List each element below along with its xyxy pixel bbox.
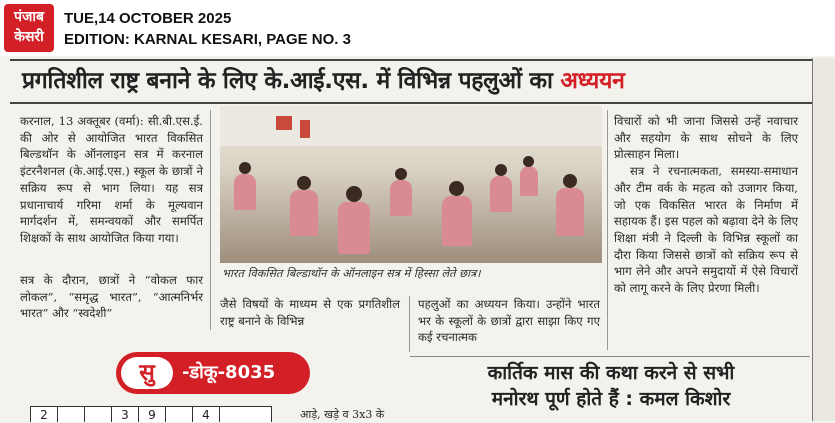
sudoku-title: -डोकू-8035: [182, 362, 276, 383]
photo-student-head: [239, 162, 251, 174]
article-column-1: करनाल, 13 अक्तूबर (वर्मा): सी.बी.एस.ई. की ओर से आयोजित भारत विकसित बिल्डथॉन के ऑनलाइन सत्र में करनाल इंटरनैशनल (के.आई.एस.) स्कूल के छात्रों ने सक्रिय रूप से भाग लिया। यह सत्र प्रधानाचार्य गरिमा शर्मा के मूल्यवान मार्गदर्शन में, समन्वयकों और समर्पित शिक्षकों के साथ आयोजित किया गया।: [20, 114, 203, 245]
edition-page: EDITION: KARNAL KESARI, PAGE NO. 3: [64, 31, 351, 48]
column-divider: [607, 110, 608, 350]
next-headline-line-2: मनोरथ पूर्ण होते हैं : कमल किशोर: [491, 388, 731, 410]
photo-student-head: [346, 186, 362, 202]
photo-student-head: [297, 176, 311, 190]
sudoku-banner[interactable]: [116, 352, 310, 394]
photo-student-head: [563, 174, 577, 188]
punjab-kesari-logo[interactable]: [4, 4, 54, 52]
sudoku-instructions-fragment: आड़े, खड़े व 3x3 के: [300, 408, 385, 421]
column-4-para-1: विचारों को भी जाना जिससे उन्हें नवाचार और सहयोग के साथ सोचने के लिए प्रोत्साहन मिला।: [614, 114, 798, 162]
sudoku-cell[interactable]: 2: [31, 407, 58, 422]
photo-student: [390, 180, 412, 216]
publication-date: TUE,14 OCTOBER 2025: [64, 10, 232, 27]
photo-student: [234, 174, 256, 210]
sudoku-cell[interactable]: [220, 407, 246, 422]
sudoku-cell[interactable]: [85, 407, 112, 422]
photo-student-head: [449, 181, 464, 196]
sudoku-grid[interactable]: [30, 406, 272, 422]
photo-wall-sign: [276, 116, 292, 130]
photo-student: [520, 166, 538, 196]
article-column-2: जैसे विषयों के माध्यम से एक प्रगतिशील राष्ट्र बनाने के विभिन्न: [220, 297, 400, 328]
sudoku-su-badge: सु: [121, 357, 173, 389]
photo-student: [290, 190, 318, 236]
photo-student: [442, 196, 472, 246]
logo-line-1: पंजाब: [14, 9, 44, 25]
column-divider: [409, 296, 410, 352]
photo-student: [490, 176, 512, 212]
photo-student-head: [523, 156, 534, 167]
photo-student: [556, 188, 584, 236]
photo-student-head: [495, 164, 507, 176]
logo-line-2: केसरी: [14, 29, 44, 45]
column-4-para-2: सत्र ने रचनात्मकता, समस्या-समाधान और टीम वर्क के महत्व को उजागर किया, जो एक विकसित भारत के निर्माण में सहायक हैं। इस पहल को बढ़ावा देने के लिए शिक्षा मंत्री ने दिल्ली के विभिन्न स्कूलों का दौरा किया जिससे छात्रों को सक्रिय रूप से भाग लेने और अपने समुदायों में ऐसे विचारों को लागू करने के लिए प्रेरणा मिली।: [614, 164, 798, 296]
sudoku-cell[interactable]: 3: [112, 407, 139, 422]
top-divider: [10, 59, 835, 61]
photo-caption: भारत विकसित बिल्डाथॉन के ऑनलाइन सत्र में हिस्सा लेते छात्र।: [222, 267, 481, 280]
edition-info: [64, 8, 351, 50]
adjacent-page-edge: [812, 58, 835, 421]
headline-main: प्रगतिशील राष्ट्र बनाने के लिए के.आई.एस. में विभिन्न पहलुओं का: [22, 68, 561, 94]
section-divider: [410, 356, 810, 357]
headline-highlight: अध्ययन: [560, 68, 625, 94]
article-column-1-cont: सत्र के दौरान, छात्रों ने “वोकल फार लोकल”, “समृद्ध भारत”, “आत्मनिर्भर भारत” और “स्वदेशी”: [20, 273, 203, 321]
epaper-header: [0, 0, 835, 56]
sudoku-cell[interactable]: 4: [193, 407, 220, 422]
column-divider: [210, 110, 211, 330]
photo-student-head: [395, 168, 407, 180]
article-column-4: [614, 113, 798, 297]
article-column-3: पहलुओं का अध्ययन किया। उन्होंने भारत भर के स्कूलों के छात्रों द्वारा साझा किए गए कई रचनात्मक: [418, 297, 600, 345]
next-headline-line-1: कार्तिक मास की कथा करने से सभी: [487, 362, 735, 384]
headline-divider: [10, 102, 835, 104]
sudoku-cell[interactable]: [58, 407, 85, 422]
photo-fire-extinguisher: [300, 120, 310, 138]
next-article-headline[interactable]: [414, 360, 808, 412]
photo-student: [338, 202, 370, 254]
article-photo[interactable]: [220, 106, 602, 263]
sudoku-cell[interactable]: [166, 407, 193, 422]
sudoku-cell[interactable]: 9: [139, 407, 166, 422]
article-headline: [22, 64, 625, 98]
